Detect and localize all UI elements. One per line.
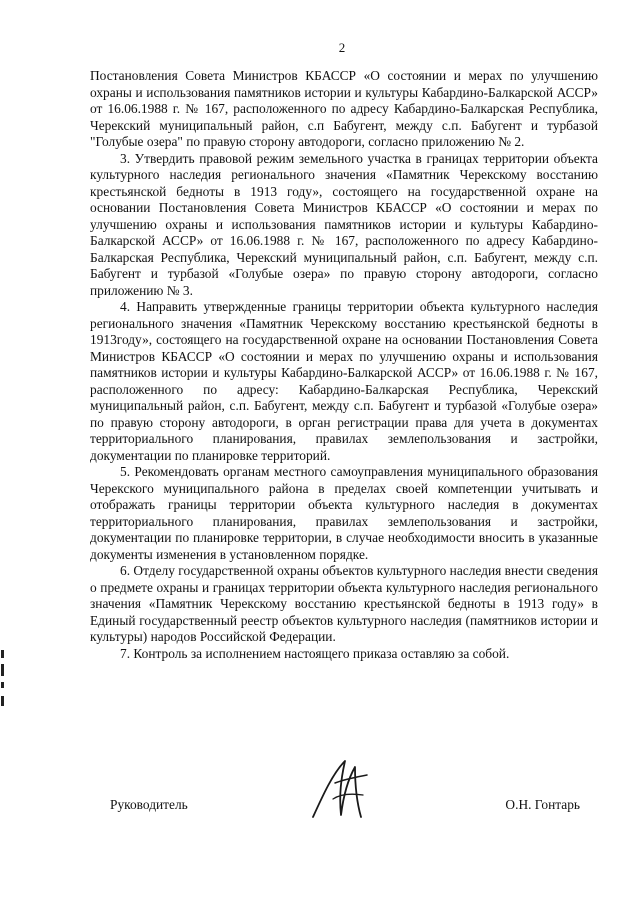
scan-mark	[1, 696, 4, 706]
scan-mark	[1, 650, 4, 658]
document-body	[90, 68, 598, 662]
paragraph-item-7: 7. Контроль за исполнением настоящего приказа оставляю за собой.	[120, 645, 510, 661]
signatory-name: О.Н. Гонтарь	[505, 797, 580, 812]
handwritten-signature	[305, 755, 385, 830]
signature-block	[110, 797, 580, 817]
paragraph-continuation: Постановления Совета Министров КБАССР «О состоянии и мерах по улучшению охраны и использования памятников истории и культуры Кабардино-Балкарской АССР» от 16.06.1988 г. № 167, расположенного по адресу Кабардино-Балкарская Республика, Черекский муниципальный район, с.п Бабугент, между с.п. Бабугент и турбазой "Голубые озера" по правую сторону автодороги, согласно приложению № 2.	[90, 68, 598, 149]
paragraph-item-5: 5. Рекомендовать органам местного самоуправления муниципального образования Черекского муниципального района в пределах своей компетенции учитывать и отображать границы территории объекта культурного наследия в документах территориального планирования, правилах землепользования и застройки, документации по планировке территории, в случае необходимости вносить в указанные документы изменения в установленном порядке.	[90, 464, 598, 562]
paragraph-item-4: 4. Направить утвержденные границы территории объекта культурного наследия регионального значения «Памятник Черекскому восстанию крестьянской бедноты в 1913году», состоящего на государственной охране на основании Постановления Совета Министров КБАССР «О состоянии и мерах по улучшению охраны и использования памятников истории и культуры Кабардино-Балкарской АССР» от 16.06.1988 г. № 167, расположенного по адресу: Кабардино-Балкарская Республика, Черекский муниципальный район, с.п. Бабугент, между с.п. Бабугент и турбазой «Голубые озера» по правую сторону автодороги, в орган регистрации права для учета в документах территориального планирования, правилах землепользования и застройки, документации по планировке территорий.	[90, 299, 598, 463]
paragraph-item-6: 6. Отделу государственной охраны объектов культурного наследия внести сведения о предмете охраны и границах территории объекта культурного наследия регионального значения «Памятник Черекскому восстанию крестьянской бедноты в 1913 году» в Единый государственный реестр объектов культурного наследия (памятников истории и культуры) народов Российской Федерации.	[90, 563, 598, 644]
page-number: 2	[338, 40, 346, 55]
scan-mark	[1, 682, 4, 688]
signatory-title: Руководитель	[110, 797, 188, 812]
scan-mark	[1, 664, 4, 676]
scan-margin-marks	[0, 650, 6, 720]
paragraph-item-3: 3. Утвердить правовой режим земельного участка в границах территории объекта культурного наследия регионального значения «Памятник Черекскому восстанию крестьянской бедноты в 1913 году», состоящего на государственной охране на основании Постановления Совета Министров КБАССР «О состоянии и мерах по улучшению охраны и использования памятников истории и культуры Кабардино-Балкарской АССР» от 16.06.1988 г. № 167, расположенного по адресу Кабардино-Балкарская Республика, Черекский муниципальный район, с.п. Бабугент, между с.п. Бабугент и турбазой «Голубые озера» по правую сторону автодороги, согласно приложению № 3.	[90, 150, 598, 298]
